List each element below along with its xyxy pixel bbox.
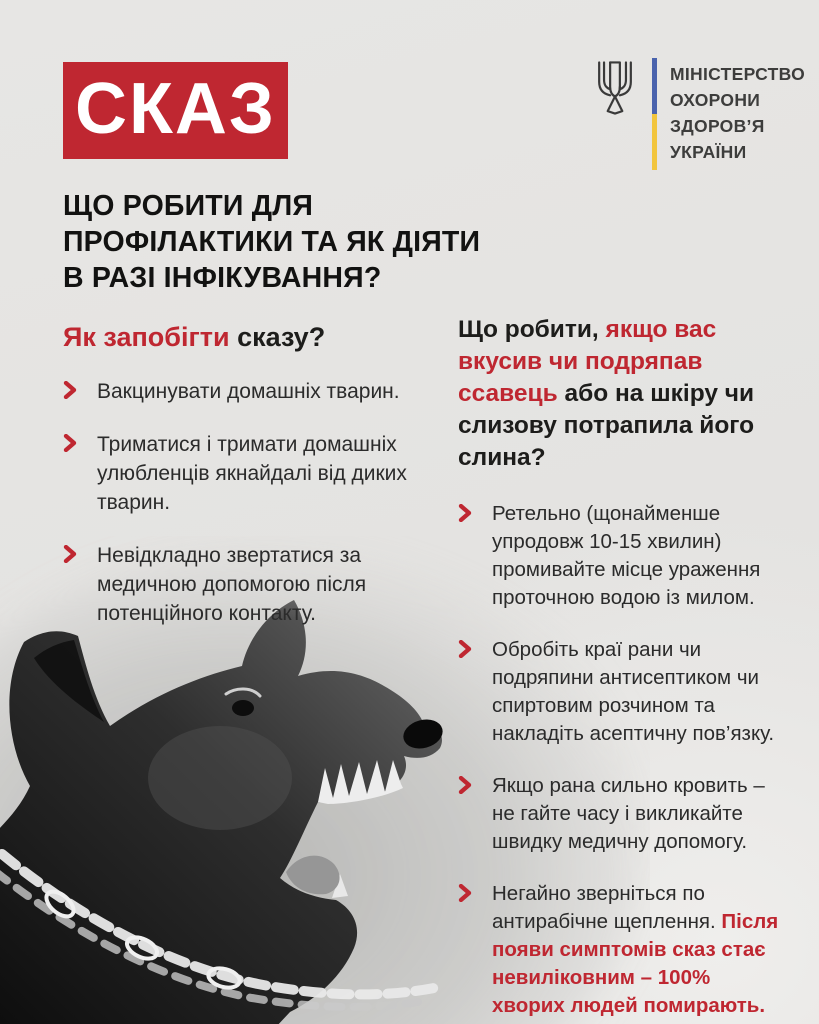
- bullet-text: [492, 772, 788, 856]
- text-segment: якщо вас вкусив чи подряпав ссавець: [458, 316, 717, 407]
- prevention-column: [63, 320, 408, 652]
- flag-blue-bar: [652, 58, 657, 114]
- bullet-text: [97, 541, 408, 628]
- ministry-name: [670, 58, 805, 165]
- bullet-text: [492, 880, 788, 1020]
- text-segment: Якщо рана сильно кровить – не гайте часу і викликайте швидку медичну допомогу.: [492, 774, 765, 853]
- text-segment: Як запобігти: [63, 322, 238, 352]
- ministry-name-line: ЗДОРОВ’Я: [670, 116, 765, 136]
- text-segment: Вакцинувати домашніх тварин.: [97, 380, 400, 404]
- text-segment: Негайно зверніться по антирабічне щеплення.: [492, 882, 722, 933]
- chevron-bullet-icon: [458, 500, 492, 612]
- page-title-line: В РАЗІ ІНФІКУВАННЯ?: [63, 262, 382, 294]
- page-title: [63, 188, 763, 296]
- list-item: [63, 377, 408, 406]
- actions-bullet-list: [458, 500, 788, 1020]
- prevention-bullet-list: [63, 377, 408, 628]
- list-item: [458, 772, 788, 856]
- text-segment: сказу?: [237, 322, 326, 352]
- chevron-bullet-icon: [458, 772, 492, 856]
- rabies-title-badge: [63, 62, 288, 159]
- ministry-name-line: ОХОРОНИ: [670, 90, 761, 110]
- list-item: [63, 430, 408, 517]
- chevron-bullet-icon: [458, 636, 492, 748]
- ministry-name-line: УКРАЇНИ: [670, 142, 747, 162]
- text-segment: Невідкладно звертатися за медичною допомогою після потенційного контакту.: [97, 544, 367, 626]
- badge-label: СКАЗ: [74, 68, 277, 149]
- prevention-heading: [63, 320, 408, 355]
- bullet-text: [97, 377, 400, 406]
- chevron-bullet-icon: [63, 430, 97, 517]
- text-segment: Після появи симптомів сказ стає невиліковним – 100% хворих людей помирають.: [492, 910, 779, 1017]
- text-segment: Що робити,: [458, 316, 606, 343]
- list-item: [458, 636, 788, 748]
- bullet-text: [492, 636, 788, 748]
- flag-yellow-bar: [652, 114, 657, 170]
- list-item: [458, 500, 788, 612]
- page-title-line: ПРОФІЛАКТИКИ ТА ЯК ДІЯТИ: [63, 226, 481, 258]
- actions-column: [458, 314, 788, 1024]
- text-segment: або на шкіру чи слизову потрапила його слина?: [458, 380, 755, 471]
- list-item: [458, 880, 788, 1020]
- page-title-line: ЩО РОБИТИ ДЛЯ: [63, 190, 314, 222]
- ministry-logo: [590, 58, 805, 170]
- bullet-text: [97, 430, 408, 517]
- flag-divider: [652, 58, 657, 170]
- chevron-bullet-icon: [63, 541, 97, 628]
- text-segment: Обробіть краї рани чи подряпини антисептиком чи спиртовим розчином та накладіть асептичну пов’язку.: [492, 638, 775, 745]
- trident-icon: [590, 58, 640, 121]
- bullet-text: [492, 500, 788, 612]
- actions-heading: [458, 314, 788, 474]
- chevron-bullet-icon: [63, 377, 97, 406]
- text-segment: Триматися і тримати домашніх улюбленців якнайдалі від диких тварин.: [97, 433, 407, 515]
- list-item: [63, 541, 408, 628]
- ministry-name-line: МІНІСТЕРСТВО: [670, 64, 806, 84]
- text-segment: Ретельно (щонайменше упродовж 10-15 хвилин) промивайте місце ураження проточною водою із милом.: [492, 502, 761, 609]
- chevron-bullet-icon: [458, 880, 492, 1020]
